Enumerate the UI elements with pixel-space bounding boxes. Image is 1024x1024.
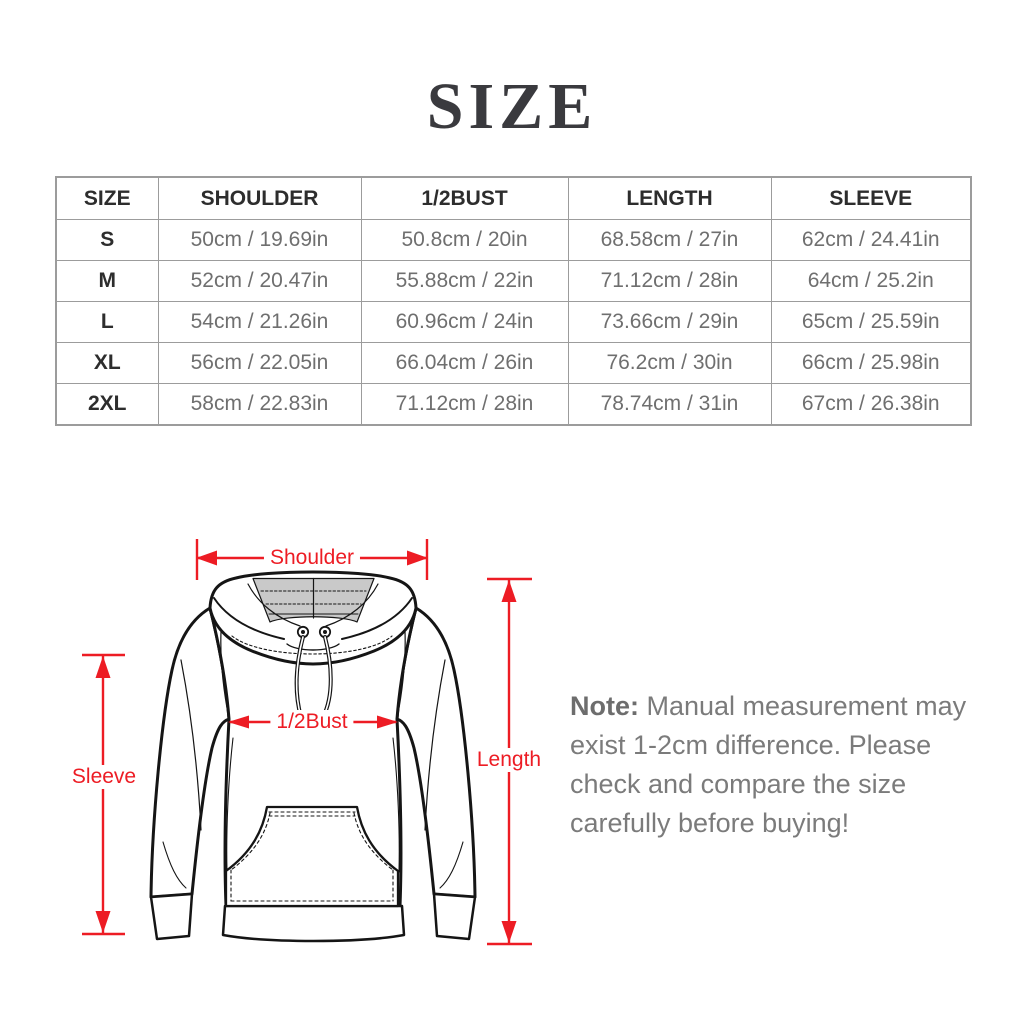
row-label: M bbox=[56, 261, 158, 302]
measurement-cell: 58cm / 22.83in bbox=[158, 384, 361, 426]
measurement-cell: 50cm / 19.69in bbox=[158, 220, 361, 261]
measurement-cell: 56cm / 22.05in bbox=[158, 343, 361, 384]
note-text: Manual measurement may exist 1-2cm difference. Please check and compare the size carefully before buying! bbox=[570, 691, 967, 838]
measurement-note bbox=[570, 687, 970, 843]
left-cuff bbox=[151, 894, 192, 939]
measurement-cell: 50.8cm / 20in bbox=[361, 220, 568, 261]
shoulder-dimension-label: Shoulder bbox=[264, 546, 360, 570]
row-label: L bbox=[56, 302, 158, 343]
measurement-cell: 65cm / 25.59in bbox=[771, 302, 971, 343]
measurement-cell: 60.96cm / 24in bbox=[361, 302, 568, 343]
measurement-cell: 64cm / 25.2in bbox=[771, 261, 971, 302]
measurement-cell: 78.74cm / 31in bbox=[568, 384, 771, 426]
column-header-bust: 1/2BUST bbox=[361, 177, 568, 220]
measurement-cell: 55.88cm / 22in bbox=[361, 261, 568, 302]
measurement-cell: 71.12cm / 28in bbox=[361, 384, 568, 426]
page-title: SIZE bbox=[426, 70, 598, 143]
measurement-cell: 52cm / 20.47in bbox=[158, 261, 361, 302]
row-label: XL bbox=[56, 343, 158, 384]
hem-band bbox=[223, 906, 404, 941]
table-row bbox=[56, 220, 971, 261]
column-header-size: SIZE bbox=[56, 177, 158, 220]
measurement-cell: 73.66cm / 29in bbox=[568, 302, 771, 343]
column-header-sleeve: SLEEVE bbox=[771, 177, 971, 220]
table-row bbox=[56, 384, 971, 426]
hoodie-measurement-diagram bbox=[60, 520, 560, 970]
sleeve-arrow bbox=[82, 655, 125, 934]
table-row bbox=[56, 302, 971, 343]
measurement-cell: 76.2cm / 30in bbox=[568, 343, 771, 384]
table-row bbox=[56, 343, 971, 384]
column-header-shoulder: SHOULDER bbox=[158, 177, 361, 220]
note-prefix: Note: bbox=[570, 691, 639, 721]
hoodie-diagram-svg bbox=[60, 520, 560, 970]
measurement-cell: 62cm / 24.41in bbox=[771, 220, 971, 261]
row-label: S bbox=[56, 220, 158, 261]
right-cuff bbox=[434, 894, 475, 939]
column-header-length: LENGTH bbox=[568, 177, 771, 220]
measurement-cell: 67cm / 26.38in bbox=[771, 384, 971, 426]
measurement-cell: 66.04cm / 26in bbox=[361, 343, 568, 384]
hoodie-drawing bbox=[151, 572, 475, 941]
measurement-cell: 54cm / 21.26in bbox=[158, 302, 361, 343]
length-dimension-label: Length bbox=[471, 748, 547, 772]
measurement-cell: 66cm / 25.98in bbox=[771, 343, 971, 384]
right-sleeve bbox=[397, 608, 475, 897]
table-row bbox=[56, 261, 971, 302]
measurement-cell: 71.12cm / 28in bbox=[568, 261, 771, 302]
table-header-row bbox=[56, 177, 971, 220]
bust-dimension-label: 1/2Bust bbox=[270, 710, 353, 734]
row-label: 2XL bbox=[56, 384, 158, 426]
size-table bbox=[55, 176, 972, 426]
measurement-cell: 68.58cm / 27in bbox=[568, 220, 771, 261]
left-sleeve bbox=[151, 608, 229, 897]
sleeve-dimension-label: Sleeve bbox=[66, 765, 142, 789]
